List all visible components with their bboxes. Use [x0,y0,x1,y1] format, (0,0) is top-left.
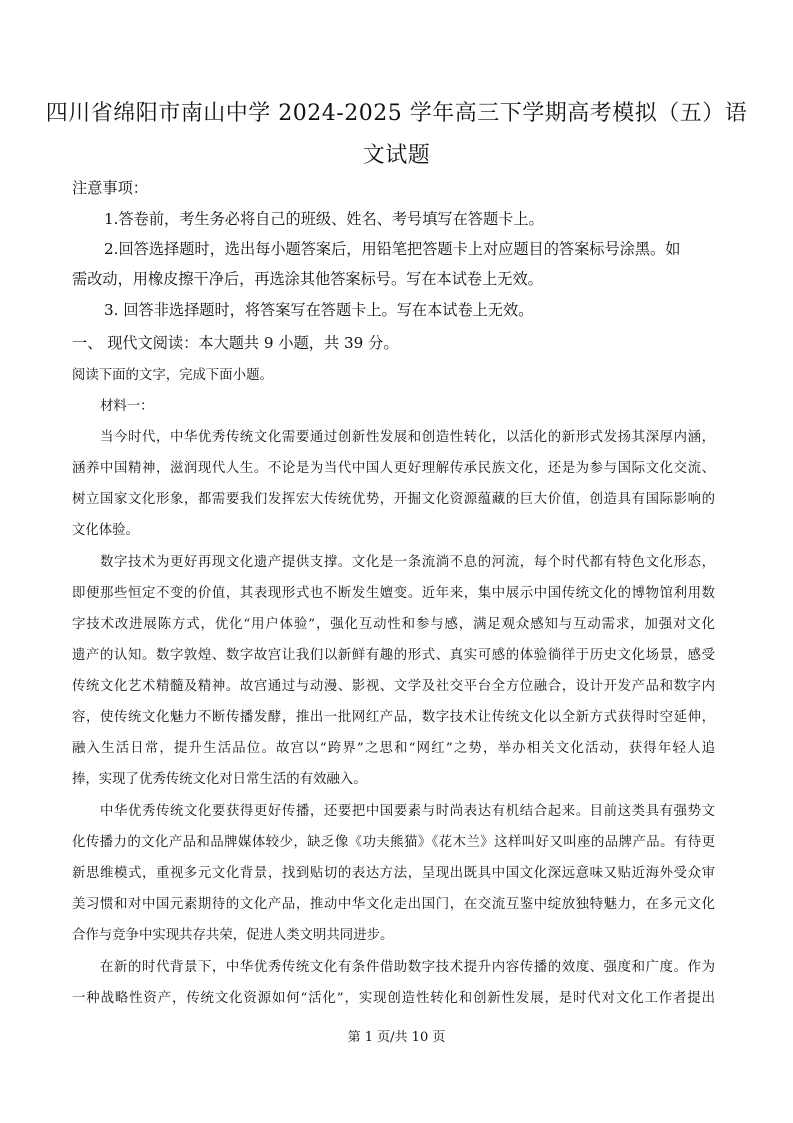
passage-line: 合作与竞争中实现共存共荣，促进人类文明共同进步。 [72,928,394,943]
notice-item-2-line-1: 2.回答选择题时，选出每小题答案后，用铅笔把答题卡上对应题目的答案标号涂黑。如 [104,240,681,258]
notice-item-3: 3. 回答非选择题时，将答案写在答题卡上。写在本试卷上无效。 [104,301,534,319]
notice-item-2-line-2: 需改动，用橡皮擦干净后，再选涂其他答案标号。写在本试卷上无效。 [72,270,543,288]
passage-line: 即便那些恒定不变的价值，其表现形式也不断发生嬗变。近年来，集中展示中国传统文化的博物馆利用数 [72,586,715,601]
reading-instruction: 阅读下面的文字，完成下面小题。 [72,368,273,383]
exam-title-line-1: 四川省绵阳市南山中学 2024-2025 学年高三下学期高考模拟（五）语 [45,101,748,126]
exam-title-line-2: 文试题 [362,143,431,168]
passage-line: 字技术改进展陈方式，优化“用户体验”，强化互动性和参与感，满足观众感知与互动需求，加强对文化 [72,617,715,632]
notice-item-1: 1.答卷前，考生务必将自己的班级、姓名、考号填写在答题卡上。 [104,210,544,228]
notice-heading: 注意事项： [72,179,148,197]
passage-line: 当今时代，中华优秀传统文化需要通过创新性发展和创造性转化，以活化的新形式发扬其深厚内涵， [100,430,715,445]
passage-line: 融入生活日常，提升生活品位。故宫以“跨界”之思和“网红”之势，举办相关文化活动，获得年轻人追 [72,741,715,756]
passage-line: 一种战略性资产，传统文化资源如何“活化”，实现创造性转化和创新性发展，是时代对文化工作者提出 [72,991,715,1006]
passage-line: 树立国家文化形象，都需要我们发挥宏大传统优势，开掘文化资源蕴藏的巨大价值，创造具有国际影响的 [72,492,715,507]
passage-line: 文化体验。 [72,523,139,538]
passage-line: 容，使传统文化魅力不断传播发酵，推出一批网红产品，数字技术让传统文化以全新方式获得时空延伸， [72,710,715,725]
passage-line: 美习惯和对中国元素期待的文化产品，推动中华文化走出国门，在交流互鉴中绽放独特魅力，在多元文化 [72,897,715,912]
passage-line: 化传播力的文化产品和品牌媒体较少，缺乏像《功夫熊猫》《花木兰》这样叫好又叫座的品牌产品。有待更 [72,835,715,850]
passage-line: 中华优秀传统文化要获得更好传播，还要把中国要素与时尚表达有机结合起来。目前这类具有强势文 [100,804,715,819]
passage-line: 涵养中国精神，滋润现代人生。不论是为当代中国人更好理解传承民族文化，还是为参与国际文化交流、 [72,461,715,476]
passage-line: 数字技术为更好再现文化遗产提供支撑。文化是一条流淌不息的河流，每个时代都有特色文化形态， [100,555,715,570]
passage-line: 遗产的认知。数字敦煌、数字故宫让我们以新鲜有趣的形式、真实可感的体验徜徉于历史文化场景，感受 [72,648,715,663]
material-label: 材料一： [100,399,154,414]
passage-line: 在新的时代背景下，中华优秀传统文化有条件借助数字技术提升内容传播的效度、强度和广度。作为 [100,960,715,975]
section-heading: 一、 现代文阅读：本大题共 9 小题，共 39 分。 [72,334,399,352]
passage-line: 新思维模式，重视多元文化背景，找到贴切的表达方法，呈现出既具中国文化深远意味又贴近海外受众审 [72,866,715,881]
page-number: 第 1 页/共 10 页 [347,1030,446,1045]
passage-line: 捧，实现了优秀传统文化对日常生活的有效融入。 [72,772,367,787]
passage-line: 传统文化艺术精髓及精神。故宫通过与动漫、影视、文学及社交平台全方位融合，设计开发产品和数字内 [72,679,715,694]
